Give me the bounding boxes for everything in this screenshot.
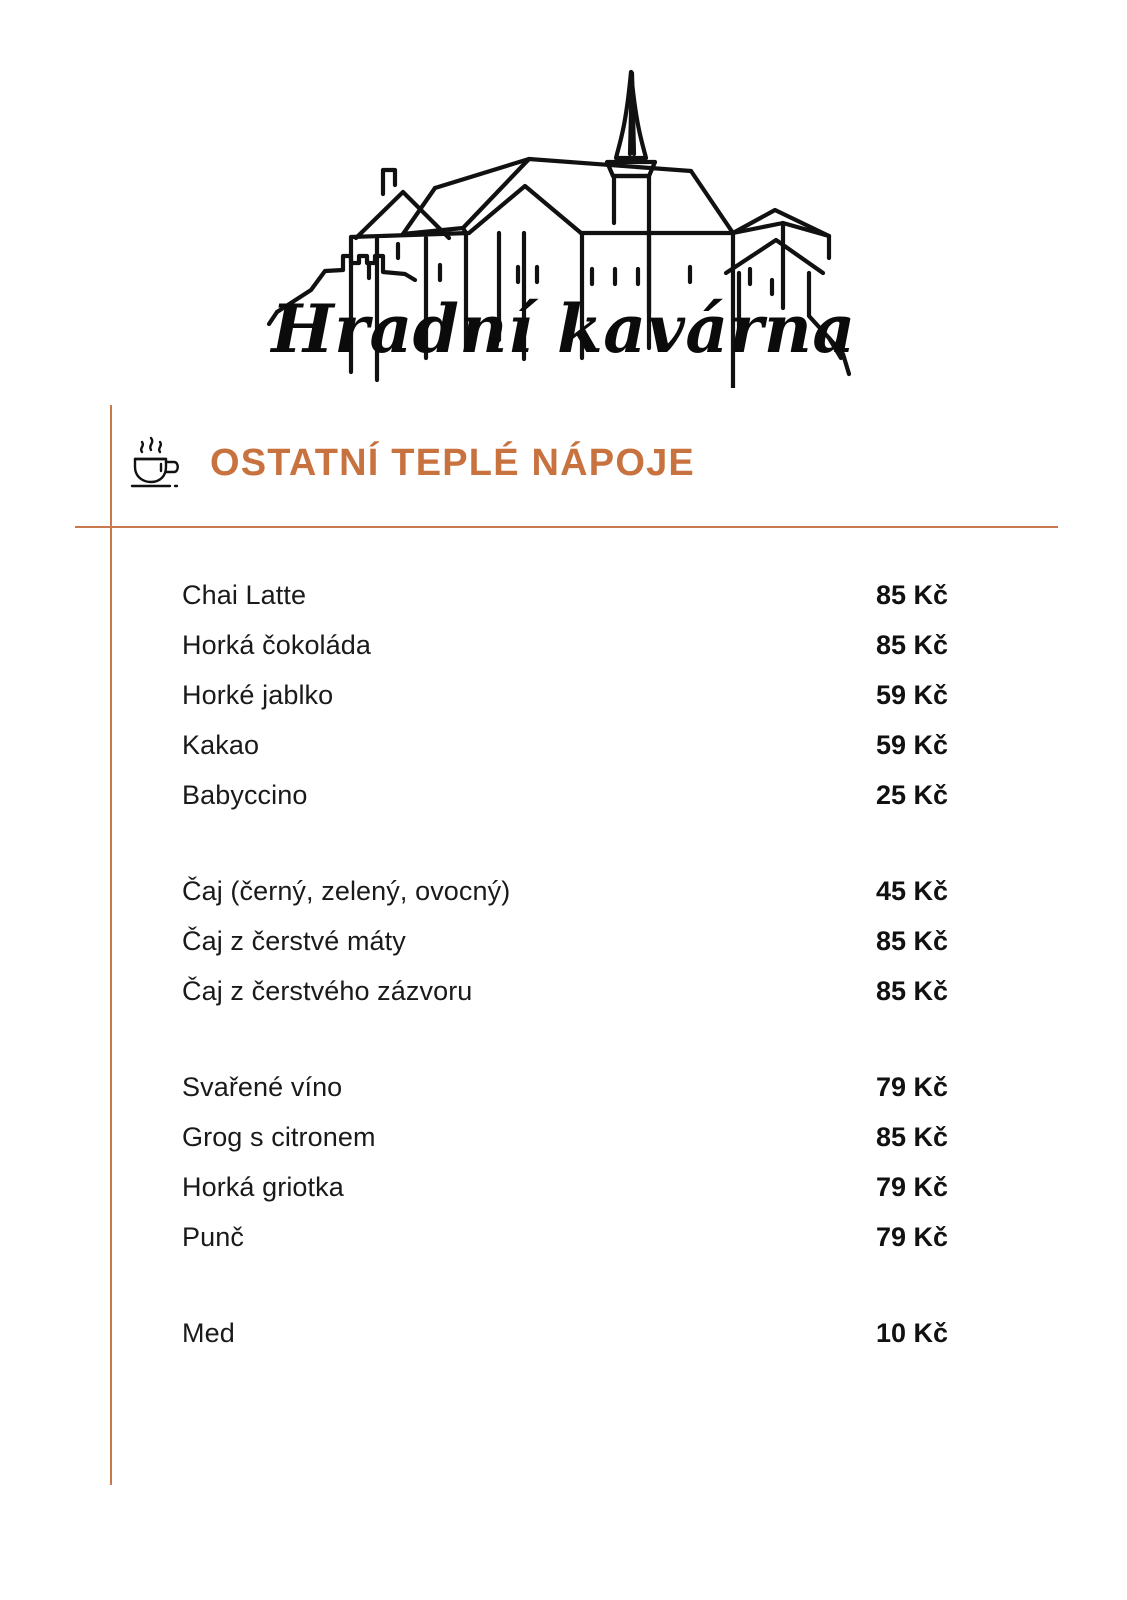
section-header [128,418,695,508]
menu-row [182,866,948,916]
menu-list [182,570,948,1358]
menu-item-price: 59 Kč [875,730,948,760]
menu-item-name: Chai Latte [182,580,307,610]
brand-wordmark: Hradní kavárna [271,290,856,368]
menu-item-price: 85 Kč [875,630,948,660]
menu-item-name: Kakao [182,730,260,760]
menu-row [182,720,948,770]
menu-row [182,770,948,820]
menu-item-name: Grog s citronem [182,1122,376,1152]
menu-row [182,670,948,720]
menu-row [182,1062,948,1112]
section-title: OSTATNÍ TEPLÉ NÁPOJE [210,442,695,484]
menu-group-teas [182,866,948,1016]
menu-item-price: 85 Kč [875,976,948,1006]
menu-item-name: Čaj z čerstvé máty [182,926,406,956]
menu-group-extras [182,1308,948,1358]
menu-item-price: 59 Kč [875,680,948,710]
menu-item-name: Med [182,1318,235,1348]
menu-item-name: Čaj (černý, zelený, ovocný) [182,876,511,906]
menu-item-price: 79 Kč [875,1222,948,1252]
menu-row [182,966,948,1016]
horizontal-accent-rule [75,526,1058,528]
menu-row [182,916,948,966]
menu-item-price: 10 Kč [875,1318,948,1348]
vertical-accent-rule [110,405,112,1485]
menu-item-name: Babyccino [182,780,308,810]
menu-item-name: Horká čokoláda [182,630,372,660]
menu-item-price: 85 Kč [875,1122,948,1152]
menu-item-price: 25 Kč [875,780,948,810]
menu-item-name: Horké jablko [182,680,334,710]
menu-item-name: Čaj z čerstvého zázvoru [182,976,473,1006]
hot-beverage-cup-icon [128,434,184,492]
menu-item-price: 45 Kč [875,876,948,906]
menu-row [182,620,948,670]
menu-item-price: 85 Kč [875,926,948,956]
brand-logo [0,0,1127,400]
menu-item-price: 85 Kč [875,580,948,610]
menu-group-spirited [182,1062,948,1262]
menu-item-name: Punč [182,1222,244,1252]
menu-row [182,1308,948,1358]
menu-row [182,1212,948,1262]
menu-row [182,570,948,620]
menu-row [182,1162,948,1212]
menu-item-name: Svařené víno [182,1072,343,1102]
menu-group-hot-drinks [182,570,948,820]
menu-row [182,1112,948,1162]
menu-item-price: 79 Kč [875,1172,948,1202]
menu-item-price: 79 Kč [875,1072,948,1102]
menu-item-name: Horká griotka [182,1172,344,1202]
